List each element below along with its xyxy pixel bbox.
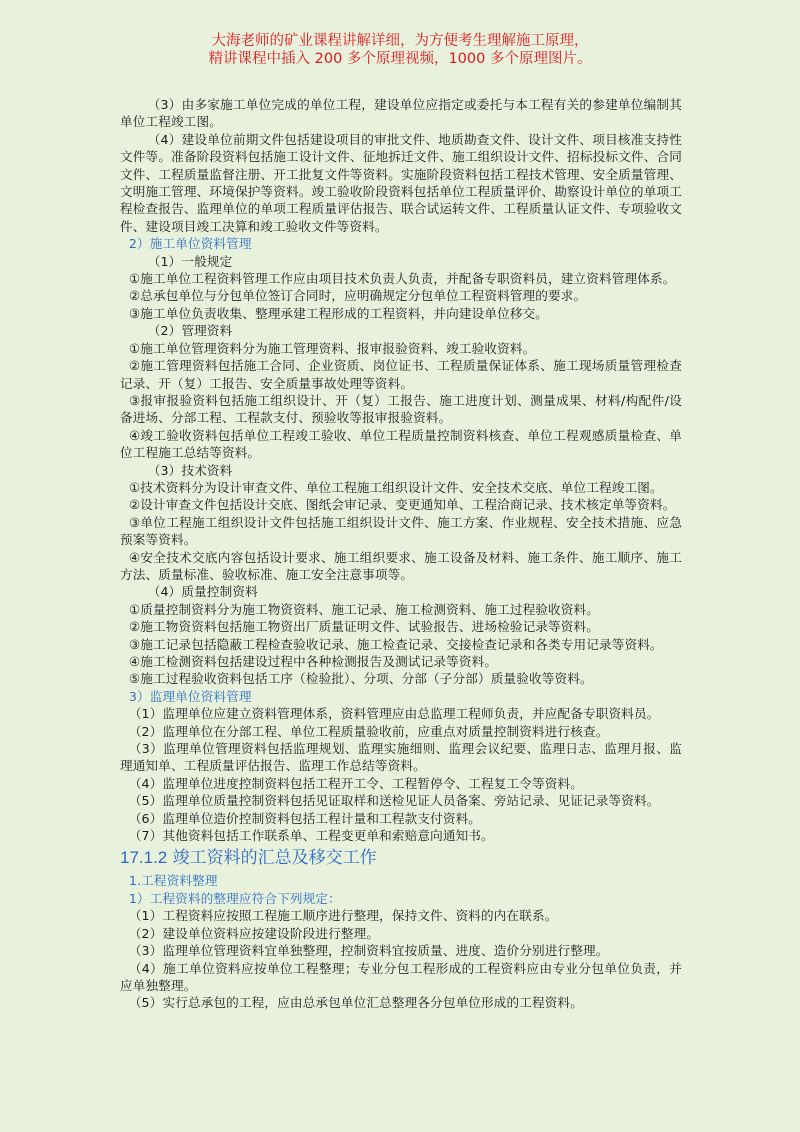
list-item: ①技术资料分为设计审查文件、单位工程施工组织设计文件、安全技术交底、单位工程竣工图。 (128, 479, 663, 495)
list-item: ④安全技术交底内容包括设计要求、施工组织要求、施工设备及材料、施工条件、施工顺序、施工方法、质量标准、验收标准、施工安全注意事项等。 (120, 549, 682, 582)
paragraph-construction-unit-documents: （4）建设单位前期文件包括建设项目的审批文件、地质勘查文件、设计文件、项目核准支持性文件等。准备阶段资料包括施工设计文件、征地拆迁文件、施工组织设计文件、招标投标文件、合同文件、工程质量监督注册、开工批复文件等资料。实施阶段资料包括工程技术管理、安全质量管理、文明施工管理、环境保护等资料。竣工验收阶段资料包括单位工程质量评价、勘察设计单位的单项工程检查报告、监理单位的单项工程质量评估报告、联合试运转文件、工程质量认证文件、专项验收文件、建设项目竣工决算和竣工验收文件等资料。 (120, 131, 682, 234)
heading-organization-rules: 1）工程资料的整理应符合下列规定： (128, 890, 341, 906)
list-item: （5）监理单位质量控制资料包括见证取样和送检见证人员备案、旁站记录、见证记录等资料。 (128, 793, 660, 809)
document-body (120, 96, 682, 1012)
list-item: （7）其他资料包括工作联系单、工程变更单和索赔意向通知书。 (128, 828, 494, 844)
subheading-management-records: （2）管理资料 (147, 323, 233, 339)
section-number: 17.1.2 (120, 848, 168, 868)
list-item: ②设计审查文件包括设计交底、图纸会审记录、变更通知单、工程洽商记录、技术核定单等资料。 (128, 497, 676, 513)
list-item: （5）实行总承包的工程，应由总承包单位汇总整理各分包单位形成的工程资料。 (128, 995, 584, 1011)
section-heading (120, 846, 682, 870)
list-item: （4）施工单位资料应按单位工程整理；专业分包工程形成的工程资料应由专业分包单位负责，并应单独整理。 (120, 960, 682, 993)
list-item: ②施工物资资料包括施工物资出厂质量证明文件、试验报告、进场检验记录等资料。 (128, 619, 600, 635)
subheading-technical-records: （3）技术资料 (147, 462, 233, 478)
subheading-general-rules: （1）一般规定 (147, 253, 233, 269)
promo-banner-line-1: 大海老师的矿业课程讲解详细，为方便考生理解施工原理， (211, 33, 589, 49)
list-item: ①质量控制资料分为施工物资资料、施工记录、施工检测资料、施工过程验收资料。 (128, 601, 600, 617)
list-item: ⑤施工过程验收资料包括工序（检验批）、分项、分部（子分部）质量验收等资料。 (128, 671, 593, 687)
list-item: （1）工程资料应按照工程施工顺序进行整理，保持文件、资料的内在联系。 (128, 908, 558, 924)
list-item: （4）监理单位进度控制资料包括工程开工令、工程暂停令、工程复工令等资料。 (128, 775, 584, 791)
heading-record-organization: 1.工程资料整理 (128, 873, 218, 889)
list-item: （2）建设单位资料应按建设阶段进行整理。 (128, 925, 380, 941)
list-item: （3）监理单位管理资料宜单独整理，控制资料宜按质量、进度、造价分别进行整理。 (128, 943, 609, 959)
promo-banner-line-2: 精讲课程中插入 200 多个原理视频，1000 多个原理图片。 (208, 51, 592, 67)
list-item: ④竣工验收资料包括单位工程竣工验收、单位工程质量控制资料核查、单位工程观感质量检查、单位工程施工总结等资料。 (120, 427, 682, 461)
list-item: ②施工管理资料包括施工合同、企业资质、岗位证书、工程质量保证体系、施工现场质量管理检查记录、开（复）工报告、安全质量事故处理等资料。 (120, 358, 682, 391)
list-item: （6）监理单位造价控制资料包括工程计量和工程款支付资料。 (128, 810, 482, 826)
paragraph-completion-drawings: （3）由多家施工单位完成的单位工程，建设单位应指定或委托与本工程有关的参建单位编制其单位工程竣工图。 (120, 97, 682, 130)
list-item: ③施工单位负责收集、整理承建工程形成的工程资料，并向建设单位移交。 (128, 305, 549, 321)
list-item: ③施工记录包括隐蔽工程检查验收记录、施工检查记录、交接检查记录和各类专用记录等资料。 (128, 636, 663, 652)
list-item: （1）监理单位应建立资料管理体系，资料管理应由总监理工程师负责，并应配备专职资料员。 (128, 706, 660, 722)
list-item: （3）监理单位管理资料包括监理规划、监理实施细则、监理会议纪要、监理日志、监理月报、监理通知单、工程质量评估报告、监理工作总结等资料。 (120, 741, 682, 774)
list-item: ①施工单位工程资料管理工作应由项目技术负责人负责，并配备专职资料员，建立资料管理体系。 (128, 271, 676, 287)
list-item: ②总承包单位与分包单位签订合同时，应明确规定分包单位工程资料管理的要求。 (128, 288, 587, 304)
list-item: （2）监理单位在分部工程、单位工程质量验收前，应重点对质量控制资料进行核查。 (128, 723, 609, 739)
list-item: ③报审报验资料包括施工组织设计、开（复）工报告、施工进度计划、测量成果、材料/构配件/设备进场、分部工程、工程款支付、预验收等报审报验资料。 (120, 392, 682, 426)
section-title: 竣工资料的汇总及移交工作 (172, 848, 377, 869)
heading-construction-unit-records: 2）施工单位资料管理 (128, 236, 252, 252)
list-item: ③单位工程施工组织设计文件包括施工组织设计文件、施工方案、作业规程、安全技术措施、应急预案等资料。 (120, 514, 682, 548)
heading-supervision-unit-records: 3）监理单位资料管理 (128, 688, 252, 704)
list-item: ④施工检测资料包括建设过程中各种检测报告及测试记录等资料。 (128, 654, 498, 669)
list-item: ①施工单位管理资料分为施工管理资料、报审报验资料、竣工验收资料。 (128, 340, 536, 356)
promo-banner (0, 32, 800, 68)
subheading-quality-control-records: （4）质量控制资料 (147, 584, 258, 600)
